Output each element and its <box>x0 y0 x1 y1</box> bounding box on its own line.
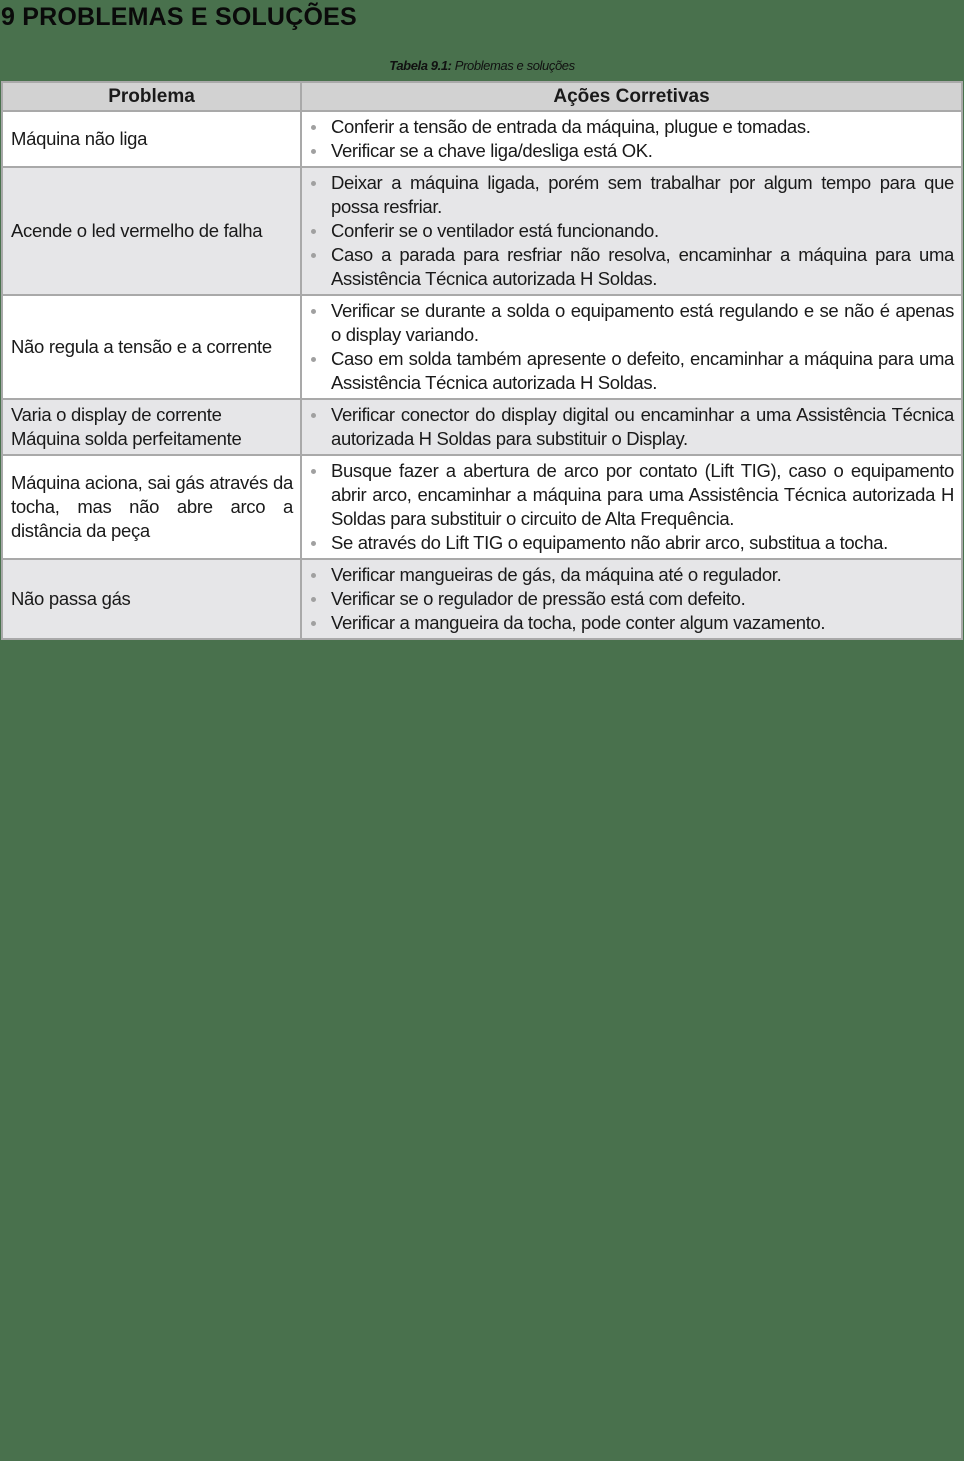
header-actions: Ações Corretivas <box>301 82 962 111</box>
problem-cell: Acende o led vermelho de falha <box>2 167 301 295</box>
list-item: Deixar a máquina ligada, porém sem trabalhar por algum tempo para que possa resfriar. <box>310 171 954 219</box>
bullet-icon <box>311 229 316 234</box>
problem-cell: Não passa gás <box>2 559 301 639</box>
problems-solutions-table <box>1 81 963 640</box>
list-item: Verificar mangueiras de gás, da máquina até o regulador. <box>310 563 954 587</box>
section-title: 9 PROBLEMAS E SOLUÇÕES <box>1 3 357 31</box>
list-item: Verificar se durante a solda o equipamento está regulando e se não é apenas o display variando. <box>310 299 954 347</box>
table-caption <box>0 58 964 73</box>
actions-cell <box>301 559 962 639</box>
actions-list <box>310 115 954 163</box>
problem-line: Varia o display de corrente <box>11 404 222 425</box>
list-item: Busque fazer a abertura de arco por contato (Lift TIG), caso o equipamento abrir arco, encaminhar a máquina para uma Assistência Técnica autorizada H Soldas para substituir o circuito de Alta Frequência. <box>310 459 954 531</box>
list-item: Verificar se a chave liga/desliga está OK. <box>310 139 954 163</box>
problem-cell: Não regula a tensão e a corrente <box>2 295 301 399</box>
bullet-icon <box>311 309 316 314</box>
list-item: Caso a parada para resfriar não resolva, encaminhar a máquina para uma Assistência Técnica autorizada H Soldas. <box>310 243 954 291</box>
bullet-icon <box>311 573 316 578</box>
table-header-row <box>2 82 962 111</box>
table-row <box>2 167 962 295</box>
bullet-icon <box>311 469 316 474</box>
table-row <box>2 111 962 167</box>
bullet-icon <box>311 181 316 186</box>
actions-list <box>310 563 954 635</box>
list-item: Verificar a mangueira da tocha, pode conter algum vazamento. <box>310 611 954 635</box>
actions-list <box>310 299 954 395</box>
bullet-icon <box>311 621 316 626</box>
list-item: Conferir a tensão de entrada da máquina, plugue e tomadas. <box>310 115 954 139</box>
table-row <box>2 559 962 639</box>
bullet-icon <box>311 413 316 418</box>
bullet-icon <box>311 253 316 258</box>
actions-list <box>310 171 954 291</box>
problem-cell: Máquina aciona, sai gás através da tocha, mas não abre arco a distância da peça <box>2 455 301 559</box>
problem-cell: Máquina não liga <box>2 111 301 167</box>
table-row <box>2 295 962 399</box>
table-row <box>2 455 962 559</box>
actions-cell <box>301 455 962 559</box>
list-item: Verificar se o regulador de pressão está com defeito. <box>310 587 954 611</box>
actions-list <box>310 403 954 451</box>
bullet-icon <box>311 541 316 546</box>
actions-cell <box>301 111 962 167</box>
table-caption-label: Tabela 9.1: <box>389 58 452 73</box>
list-item: Caso em solda também apresente o defeito, encaminhar a máquina para uma Assistência Técnica autorizada H Soldas. <box>310 347 954 395</box>
header-problem: Problema <box>2 82 301 111</box>
table-caption-text: Problemas e soluções <box>451 58 575 73</box>
problem-cell <box>2 399 301 455</box>
actions-cell <box>301 167 962 295</box>
table-row <box>2 399 962 455</box>
actions-cell <box>301 399 962 455</box>
bullet-icon <box>311 597 316 602</box>
list-item: Se através do Lift TIG o equipamento não abrir arco, substitua a tocha. <box>310 531 954 555</box>
problem-line: Máquina solda perfeitamente <box>11 428 242 449</box>
bullet-icon <box>311 149 316 154</box>
list-item: Conferir se o ventilador está funcionando. <box>310 219 954 243</box>
bullet-icon <box>311 357 316 362</box>
bullet-icon <box>311 125 316 130</box>
list-item: Verificar conector do display digital ou encaminhar a uma Assistência Técnica autorizada H Soldas para substituir o Display. <box>310 403 954 451</box>
actions-cell <box>301 295 962 399</box>
actions-list <box>310 459 954 555</box>
